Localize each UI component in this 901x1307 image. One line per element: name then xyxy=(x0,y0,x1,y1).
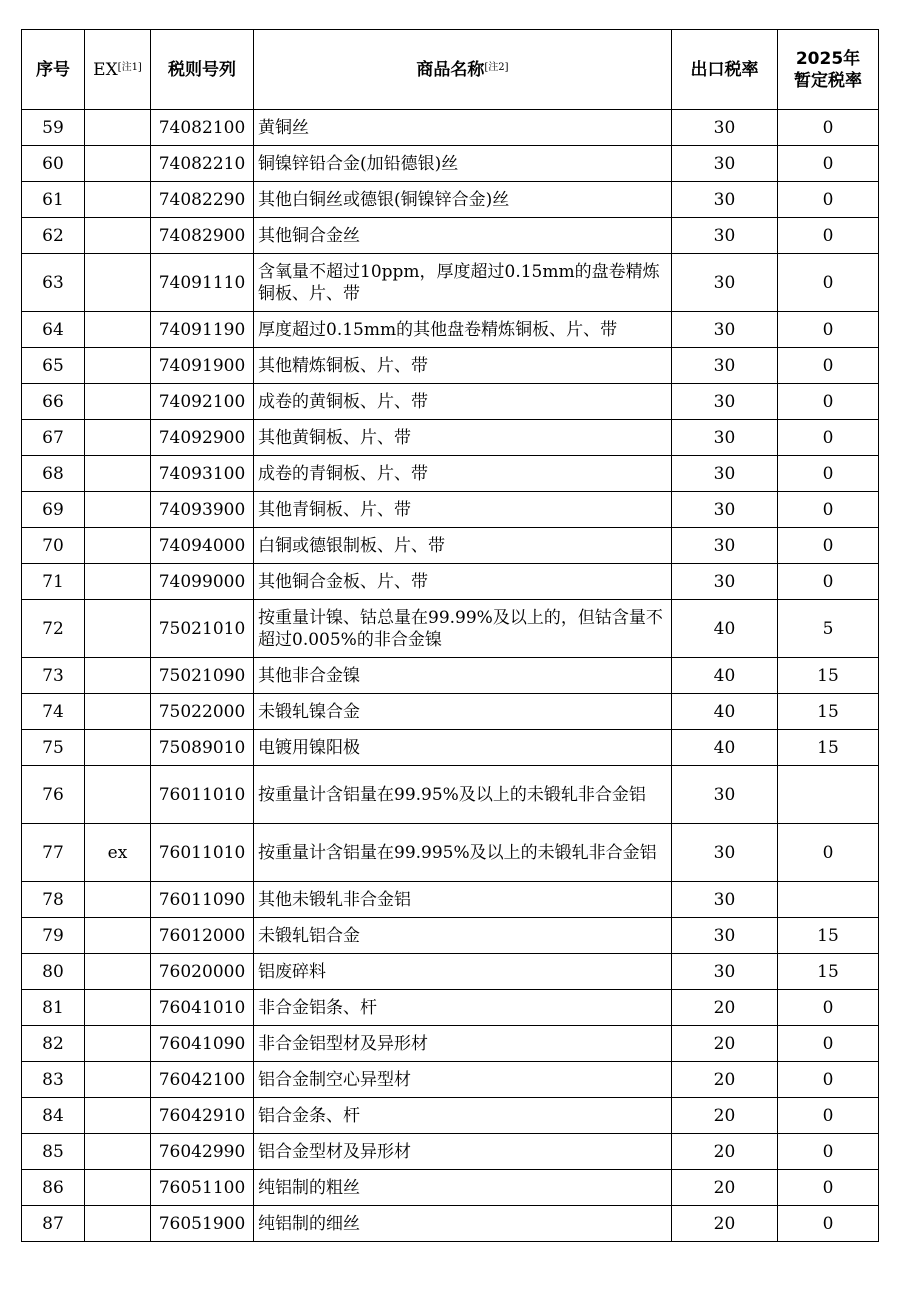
cell-rate: 30 xyxy=(672,918,778,954)
cell-name: 非合金铝型材及异形材 xyxy=(254,1026,672,1062)
cell-ex xyxy=(85,954,151,990)
cell-temp-rate: 0 xyxy=(778,528,879,564)
cell-seq: 65 xyxy=(22,348,85,384)
cell-seq: 62 xyxy=(22,218,85,254)
cell-rate: 30 xyxy=(672,146,778,182)
table-row xyxy=(22,990,879,1026)
cell-rate: 40 xyxy=(672,600,778,658)
cell-name: 其他未锻轧非合金铝 xyxy=(254,882,672,918)
cell-temp-rate: 0 xyxy=(778,824,879,882)
cell-code: 75021090 xyxy=(151,658,254,694)
cell-temp-rate: 15 xyxy=(778,694,879,730)
cell-name: 按重量计镍、钴总量在99.99%及以上的，但钴含量不超过0.005%的非合金镍 xyxy=(254,600,672,658)
cell-rate: 20 xyxy=(672,1062,778,1098)
cell-seq: 64 xyxy=(22,312,85,348)
table-row xyxy=(22,492,879,528)
header-rate: 出口税率 xyxy=(672,30,778,110)
cell-code: 75089010 xyxy=(151,730,254,766)
cell-ex xyxy=(85,694,151,730)
cell-rate: 30 xyxy=(672,824,778,882)
cell-seq: 84 xyxy=(22,1098,85,1134)
cell-temp-rate: 0 xyxy=(778,1062,879,1098)
cell-seq: 85 xyxy=(22,1134,85,1170)
header-seq: 序号 xyxy=(22,30,85,110)
cell-seq: 74 xyxy=(22,694,85,730)
tariff-table xyxy=(21,29,879,1242)
cell-temp-rate: 0 xyxy=(778,254,879,312)
cell-name: 纯铝制的细丝 xyxy=(254,1206,672,1242)
cell-rate: 30 xyxy=(672,420,778,456)
cell-temp-rate: 0 xyxy=(778,564,879,600)
table-row xyxy=(22,658,879,694)
table-body xyxy=(22,110,879,1242)
cell-code: 74093100 xyxy=(151,456,254,492)
cell-code: 76042990 xyxy=(151,1134,254,1170)
cell-rate: 30 xyxy=(672,492,778,528)
cell-code: 74091900 xyxy=(151,348,254,384)
table-row xyxy=(22,954,879,990)
header-temp-rate-label: 暂定税率 xyxy=(794,70,862,91)
cell-ex: ex xyxy=(85,824,151,882)
cell-temp-rate: 0 xyxy=(778,348,879,384)
cell-temp-rate xyxy=(778,766,879,824)
table-row xyxy=(22,254,879,312)
cell-temp-rate: 5 xyxy=(778,600,879,658)
table-row xyxy=(22,918,879,954)
cell-rate: 20 xyxy=(672,1026,778,1062)
table-row xyxy=(22,824,879,882)
table-row xyxy=(22,1170,879,1206)
cell-code: 74094000 xyxy=(151,528,254,564)
table-row xyxy=(22,1134,879,1170)
cell-temp-rate: 0 xyxy=(778,384,879,420)
cell-code: 74099000 xyxy=(151,564,254,600)
cell-seq: 80 xyxy=(22,954,85,990)
cell-code: 76042100 xyxy=(151,1062,254,1098)
table-row xyxy=(22,694,879,730)
cell-code: 76042910 xyxy=(151,1098,254,1134)
cell-code: 74092100 xyxy=(151,384,254,420)
cell-temp-rate: 0 xyxy=(778,182,879,218)
cell-name: 铝合金制空心异型材 xyxy=(254,1062,672,1098)
cell-seq: 71 xyxy=(22,564,85,600)
cell-name: 非合金铝条、杆 xyxy=(254,990,672,1026)
header-row xyxy=(22,30,879,110)
cell-ex xyxy=(85,600,151,658)
cell-seq: 79 xyxy=(22,918,85,954)
cell-seq: 67 xyxy=(22,420,85,456)
cell-name: 铝合金型材及异形材 xyxy=(254,1134,672,1170)
cell-name: 其他青铜板、片、带 xyxy=(254,492,672,528)
header-name-label: 商品名称 xyxy=(416,59,485,80)
cell-temp-rate: 15 xyxy=(778,658,879,694)
cell-rate: 30 xyxy=(672,384,778,420)
cell-rate: 30 xyxy=(672,218,778,254)
table-row xyxy=(22,1098,879,1134)
cell-temp-rate: 15 xyxy=(778,730,879,766)
cell-temp-rate: 0 xyxy=(778,146,879,182)
cell-ex xyxy=(85,730,151,766)
cell-code: 74082290 xyxy=(151,182,254,218)
cell-name: 其他铜合金丝 xyxy=(254,218,672,254)
cell-seq: 76 xyxy=(22,766,85,824)
cell-seq: 82 xyxy=(22,1026,85,1062)
cell-code: 76012000 xyxy=(151,918,254,954)
cell-code: 74093900 xyxy=(151,492,254,528)
table-row xyxy=(22,146,879,182)
cell-ex xyxy=(85,1062,151,1098)
header-temp-rate xyxy=(778,30,879,110)
cell-rate: 30 xyxy=(672,882,778,918)
table-row xyxy=(22,1062,879,1098)
table-row xyxy=(22,766,879,824)
cell-rate: 30 xyxy=(672,348,778,384)
cell-ex xyxy=(85,110,151,146)
cell-ex xyxy=(85,146,151,182)
cell-code: 76051100 xyxy=(151,1170,254,1206)
cell-name: 电镀用镍阳极 xyxy=(254,730,672,766)
cell-rate: 20 xyxy=(672,990,778,1026)
cell-name: 其他精炼铜板、片、带 xyxy=(254,348,672,384)
cell-seq: 70 xyxy=(22,528,85,564)
cell-rate: 30 xyxy=(672,456,778,492)
cell-ex xyxy=(85,1026,151,1062)
cell-code: 74082900 xyxy=(151,218,254,254)
cell-seq: 75 xyxy=(22,730,85,766)
table-row xyxy=(22,600,879,658)
table-row xyxy=(22,528,879,564)
cell-rate: 20 xyxy=(672,1098,778,1134)
cell-seq: 83 xyxy=(22,1062,85,1098)
cell-name: 白铜或德银制板、片、带 xyxy=(254,528,672,564)
cell-code: 76020000 xyxy=(151,954,254,990)
cell-name: 铝废碎料 xyxy=(254,954,672,990)
cell-seq: 86 xyxy=(22,1170,85,1206)
cell-rate: 20 xyxy=(672,1134,778,1170)
header-ex xyxy=(85,30,151,110)
cell-temp-rate: 0 xyxy=(778,218,879,254)
cell-name: 其他白铜丝或德银(铜镍锌合金)丝 xyxy=(254,182,672,218)
cell-name: 含氧量不超过10ppm，厚度超过0.15mm的盘卷精炼铜板、片、带 xyxy=(254,254,672,312)
cell-ex xyxy=(85,384,151,420)
table-row xyxy=(22,348,879,384)
cell-code: 74091110 xyxy=(151,254,254,312)
cell-rate: 30 xyxy=(672,564,778,600)
cell-seq: 72 xyxy=(22,600,85,658)
cell-rate: 30 xyxy=(672,766,778,824)
header-ex-label: EX xyxy=(93,59,118,80)
cell-rate: 40 xyxy=(672,658,778,694)
cell-name: 按重量计含铝量在99.95%及以上的未锻轧非合金铝 xyxy=(254,766,672,824)
cell-seq: 59 xyxy=(22,110,85,146)
cell-seq: 61 xyxy=(22,182,85,218)
table-row xyxy=(22,312,879,348)
cell-code: 75021010 xyxy=(151,600,254,658)
cell-rate: 40 xyxy=(672,694,778,730)
cell-ex xyxy=(85,528,151,564)
cell-name: 其他铜合金板、片、带 xyxy=(254,564,672,600)
cell-name: 成卷的黄铜板、片、带 xyxy=(254,384,672,420)
table-row xyxy=(22,882,879,918)
cell-name: 成卷的青铜板、片、带 xyxy=(254,456,672,492)
cell-name: 按重量计含铝量在99.995%及以上的未锻轧非合金铝 xyxy=(254,824,672,882)
cell-seq: 66 xyxy=(22,384,85,420)
cell-name: 厚度超过0.15mm的其他盘卷精炼铜板、片、带 xyxy=(254,312,672,348)
header-name xyxy=(254,30,672,110)
cell-ex xyxy=(85,882,151,918)
table-row xyxy=(22,564,879,600)
header-ex-note: [注1] xyxy=(117,61,142,73)
cell-code: 74082210 xyxy=(151,146,254,182)
cell-code: 74092900 xyxy=(151,420,254,456)
cell-code: 76011010 xyxy=(151,766,254,824)
cell-name: 黄铜丝 xyxy=(254,110,672,146)
cell-ex xyxy=(85,456,151,492)
cell-ex xyxy=(85,254,151,312)
cell-code: 76041010 xyxy=(151,990,254,1026)
cell-ex xyxy=(85,218,151,254)
cell-name: 铜镍锌铅合金(加铅德银)丝 xyxy=(254,146,672,182)
cell-ex xyxy=(85,182,151,218)
cell-seq: 69 xyxy=(22,492,85,528)
cell-rate: 30 xyxy=(672,954,778,990)
table-row xyxy=(22,730,879,766)
cell-ex xyxy=(85,564,151,600)
cell-code: 75022000 xyxy=(151,694,254,730)
cell-ex xyxy=(85,348,151,384)
cell-temp-rate: 0 xyxy=(778,456,879,492)
cell-temp-rate: 0 xyxy=(778,312,879,348)
cell-rate: 30 xyxy=(672,110,778,146)
cell-rate: 20 xyxy=(672,1206,778,1242)
cell-seq: 77 xyxy=(22,824,85,882)
cell-code: 74082100 xyxy=(151,110,254,146)
cell-name: 其他非合金镍 xyxy=(254,658,672,694)
cell-temp-rate: 0 xyxy=(778,492,879,528)
cell-ex xyxy=(85,766,151,824)
cell-code: 76011090 xyxy=(151,882,254,918)
cell-rate: 40 xyxy=(672,730,778,766)
cell-temp-rate xyxy=(778,882,879,918)
cell-name: 未锻轧镍合金 xyxy=(254,694,672,730)
cell-temp-rate: 0 xyxy=(778,110,879,146)
cell-ex xyxy=(85,1170,151,1206)
cell-ex xyxy=(85,1206,151,1242)
cell-seq: 63 xyxy=(22,254,85,312)
table-row xyxy=(22,110,879,146)
cell-ex xyxy=(85,1134,151,1170)
table-row xyxy=(22,456,879,492)
cell-temp-rate: 0 xyxy=(778,1098,879,1134)
cell-temp-rate: 0 xyxy=(778,1206,879,1242)
cell-code: 76011010 xyxy=(151,824,254,882)
cell-rate: 30 xyxy=(672,182,778,218)
cell-rate: 20 xyxy=(672,1170,778,1206)
header-code: 税则号列 xyxy=(151,30,254,110)
cell-temp-rate: 15 xyxy=(778,918,879,954)
table-row xyxy=(22,384,879,420)
cell-ex xyxy=(85,492,151,528)
header-temp-rate-year: 2025年 xyxy=(795,48,861,69)
cell-seq: 73 xyxy=(22,658,85,694)
cell-ex xyxy=(85,990,151,1026)
cell-name: 纯铝制的粗丝 xyxy=(254,1170,672,1206)
cell-ex xyxy=(85,1098,151,1134)
cell-name: 铝合金条、杆 xyxy=(254,1098,672,1134)
header-name-note: [注2] xyxy=(484,61,509,73)
cell-rate: 30 xyxy=(672,312,778,348)
cell-code: 74091190 xyxy=(151,312,254,348)
cell-name: 未锻轧铝合金 xyxy=(254,918,672,954)
cell-seq: 81 xyxy=(22,990,85,1026)
table-row xyxy=(22,218,879,254)
cell-code: 76051900 xyxy=(151,1206,254,1242)
table-row xyxy=(22,182,879,218)
cell-seq: 68 xyxy=(22,456,85,492)
cell-temp-rate: 0 xyxy=(778,990,879,1026)
cell-temp-rate: 15 xyxy=(778,954,879,990)
cell-ex xyxy=(85,658,151,694)
cell-seq: 60 xyxy=(22,146,85,182)
cell-code: 76041090 xyxy=(151,1026,254,1062)
cell-temp-rate: 0 xyxy=(778,1026,879,1062)
cell-rate: 30 xyxy=(672,254,778,312)
cell-temp-rate: 0 xyxy=(778,1170,879,1206)
cell-temp-rate: 0 xyxy=(778,420,879,456)
cell-rate: 30 xyxy=(672,528,778,564)
cell-ex xyxy=(85,420,151,456)
table-row xyxy=(22,1206,879,1242)
cell-seq: 87 xyxy=(22,1206,85,1242)
cell-ex xyxy=(85,918,151,954)
cell-temp-rate: 0 xyxy=(778,1134,879,1170)
table-row xyxy=(22,420,879,456)
table-row xyxy=(22,1026,879,1062)
cell-ex xyxy=(85,312,151,348)
cell-seq: 78 xyxy=(22,882,85,918)
cell-name: 其他黄铜板、片、带 xyxy=(254,420,672,456)
